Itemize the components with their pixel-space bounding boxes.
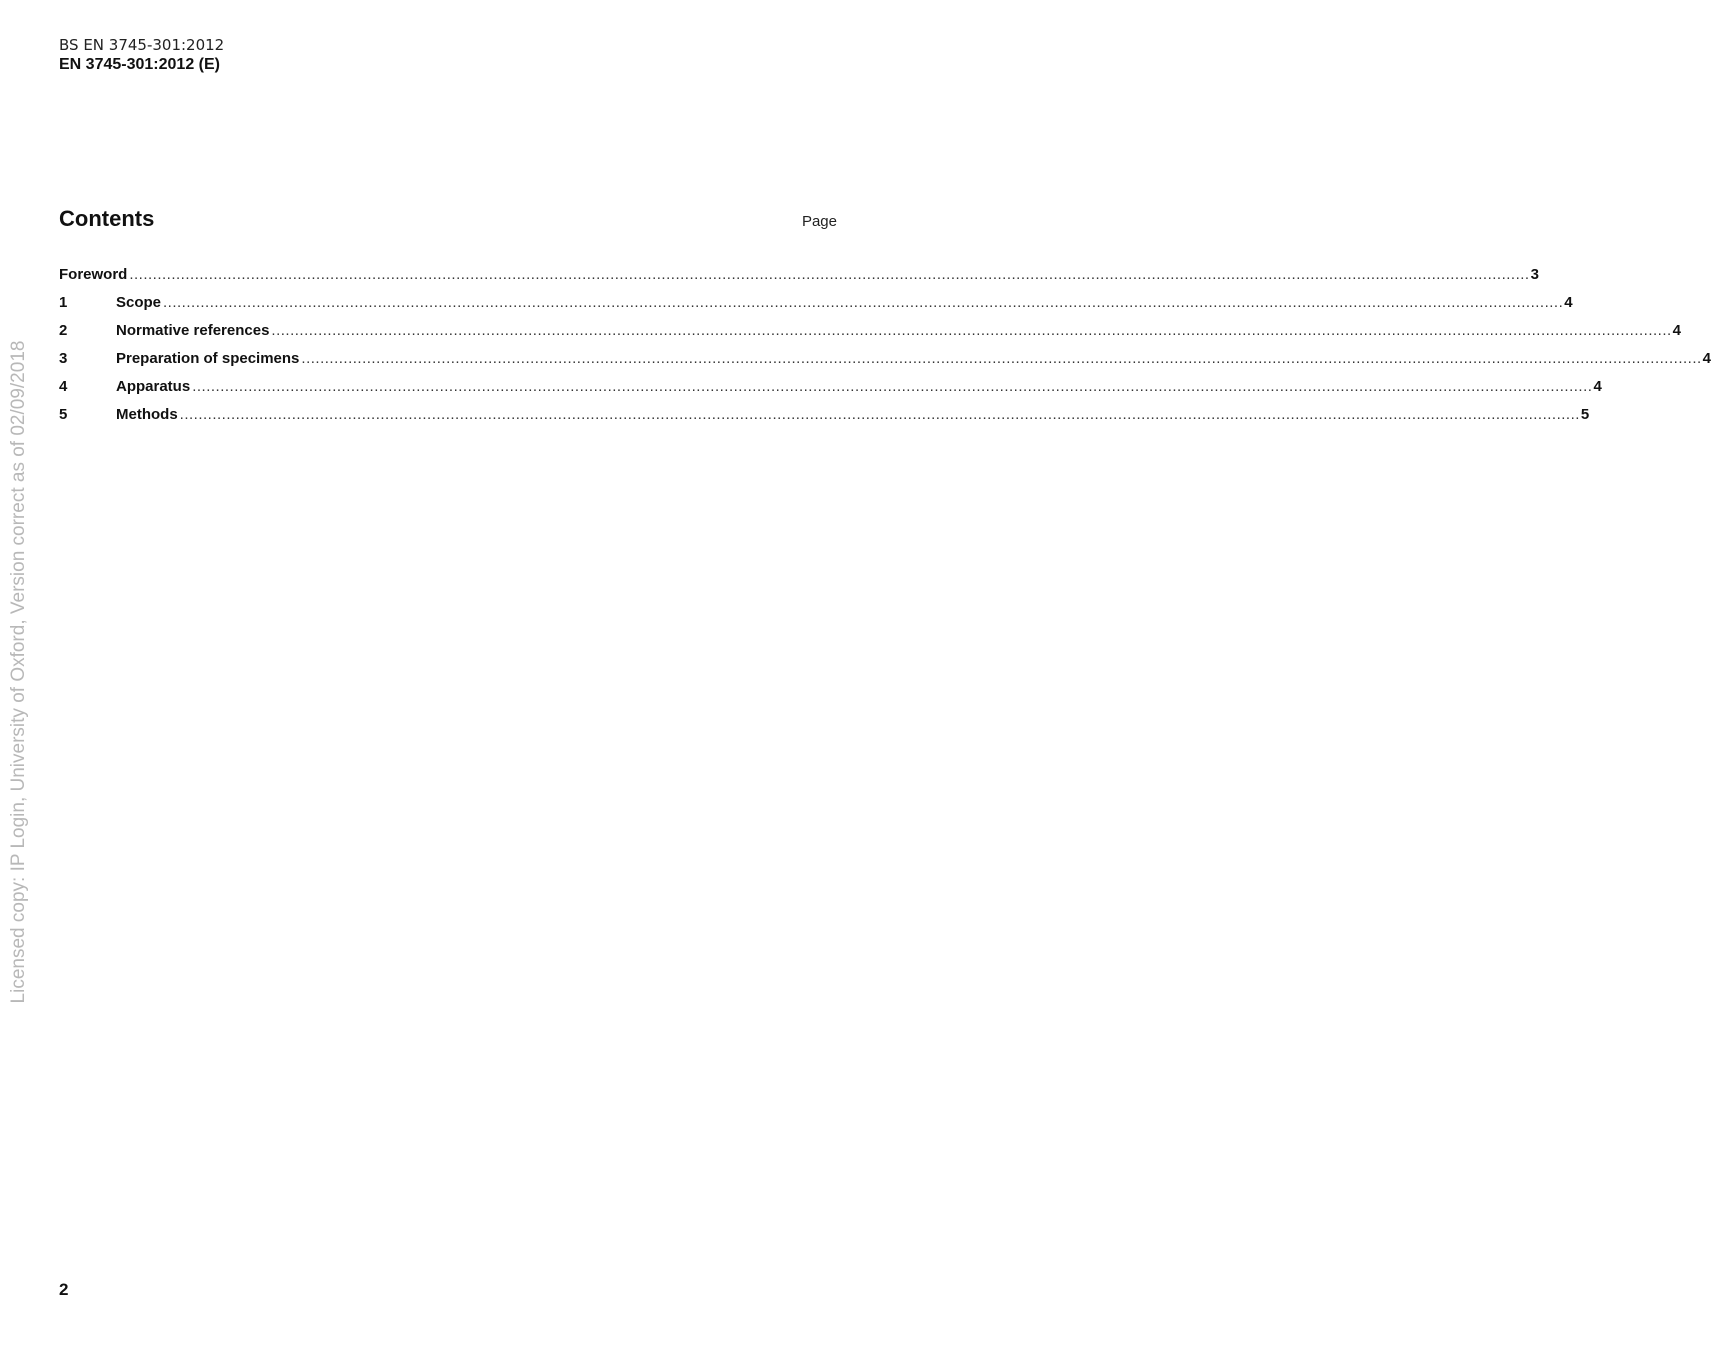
toc-entry-number: 4 (59, 378, 68, 395)
toc-entry-page: 4 (1564, 294, 1573, 311)
standard-reference-en: EN 3745-301:2012 (E) (59, 56, 220, 73)
toc-entry-page: 4 (1672, 322, 1682, 339)
toc-dot-leader: ............................................................................................................................................................................................................................................................................................................ (301, 350, 1702, 367)
toc-entry-title: Foreword (59, 266, 128, 283)
toc-entry-number: 5 (59, 406, 68, 423)
contents-heading: Contents (59, 206, 155, 231)
toc-dot-leader: ............................................................................................................................................................................................................................................................................................................ (271, 322, 1672, 339)
toc-entry-scope[interactable] (59, 294, 1573, 322)
toc-entry-number: 1 (59, 294, 68, 311)
toc-entry-title: Preparation of specimens (116, 350, 300, 367)
standard-reference-bs: BS EN 3745-301:2012 (59, 36, 225, 54)
toc-dot-leader: ............................................................................................................................................................................................................................................................................................................ (179, 406, 1580, 423)
toc-entry-normative-references[interactable] (59, 322, 1682, 350)
toc-dot-leader: ............................................................................................................................................................................................................................................................................................................ (192, 378, 1593, 395)
page-number: 2 (59, 1280, 69, 1299)
toc-dot-leader: ............................................................................................................................................................................................................................................................................................................ (163, 294, 1564, 311)
license-watermark: Licensed copy: IP Login, University of Oxford, Version correct as of 02/09/2018 (8, 340, 29, 1004)
toc-entry-number: 3 (59, 350, 68, 367)
toc-entry-page: 5 (1580, 406, 1590, 423)
toc-dot-leader: ............................................................................................................................................................................................................................................................................................................ (129, 266, 1530, 283)
toc-entry-apparatus[interactable] (59, 378, 1602, 406)
table-of-contents (59, 266, 1711, 434)
toc-entry-page: 4 (1593, 378, 1602, 395)
toc-entry-page: 4 (1702, 350, 1711, 367)
toc-entry-title: Methods (116, 406, 178, 423)
toc-entry-page: 3 (1530, 266, 1539, 283)
toc-entry-title: Scope (116, 294, 162, 311)
toc-entry-methods[interactable] (59, 406, 1590, 434)
page-column-label: Page (801, 213, 837, 230)
toc-entry-title: Normative references (116, 322, 270, 339)
toc-entry-number: 2 (59, 322, 68, 339)
toc-entry-foreword[interactable] (59, 266, 1539, 294)
toc-entry-preparation-of-specimens[interactable] (59, 350, 1711, 378)
toc-entry-title: Apparatus (116, 378, 191, 395)
